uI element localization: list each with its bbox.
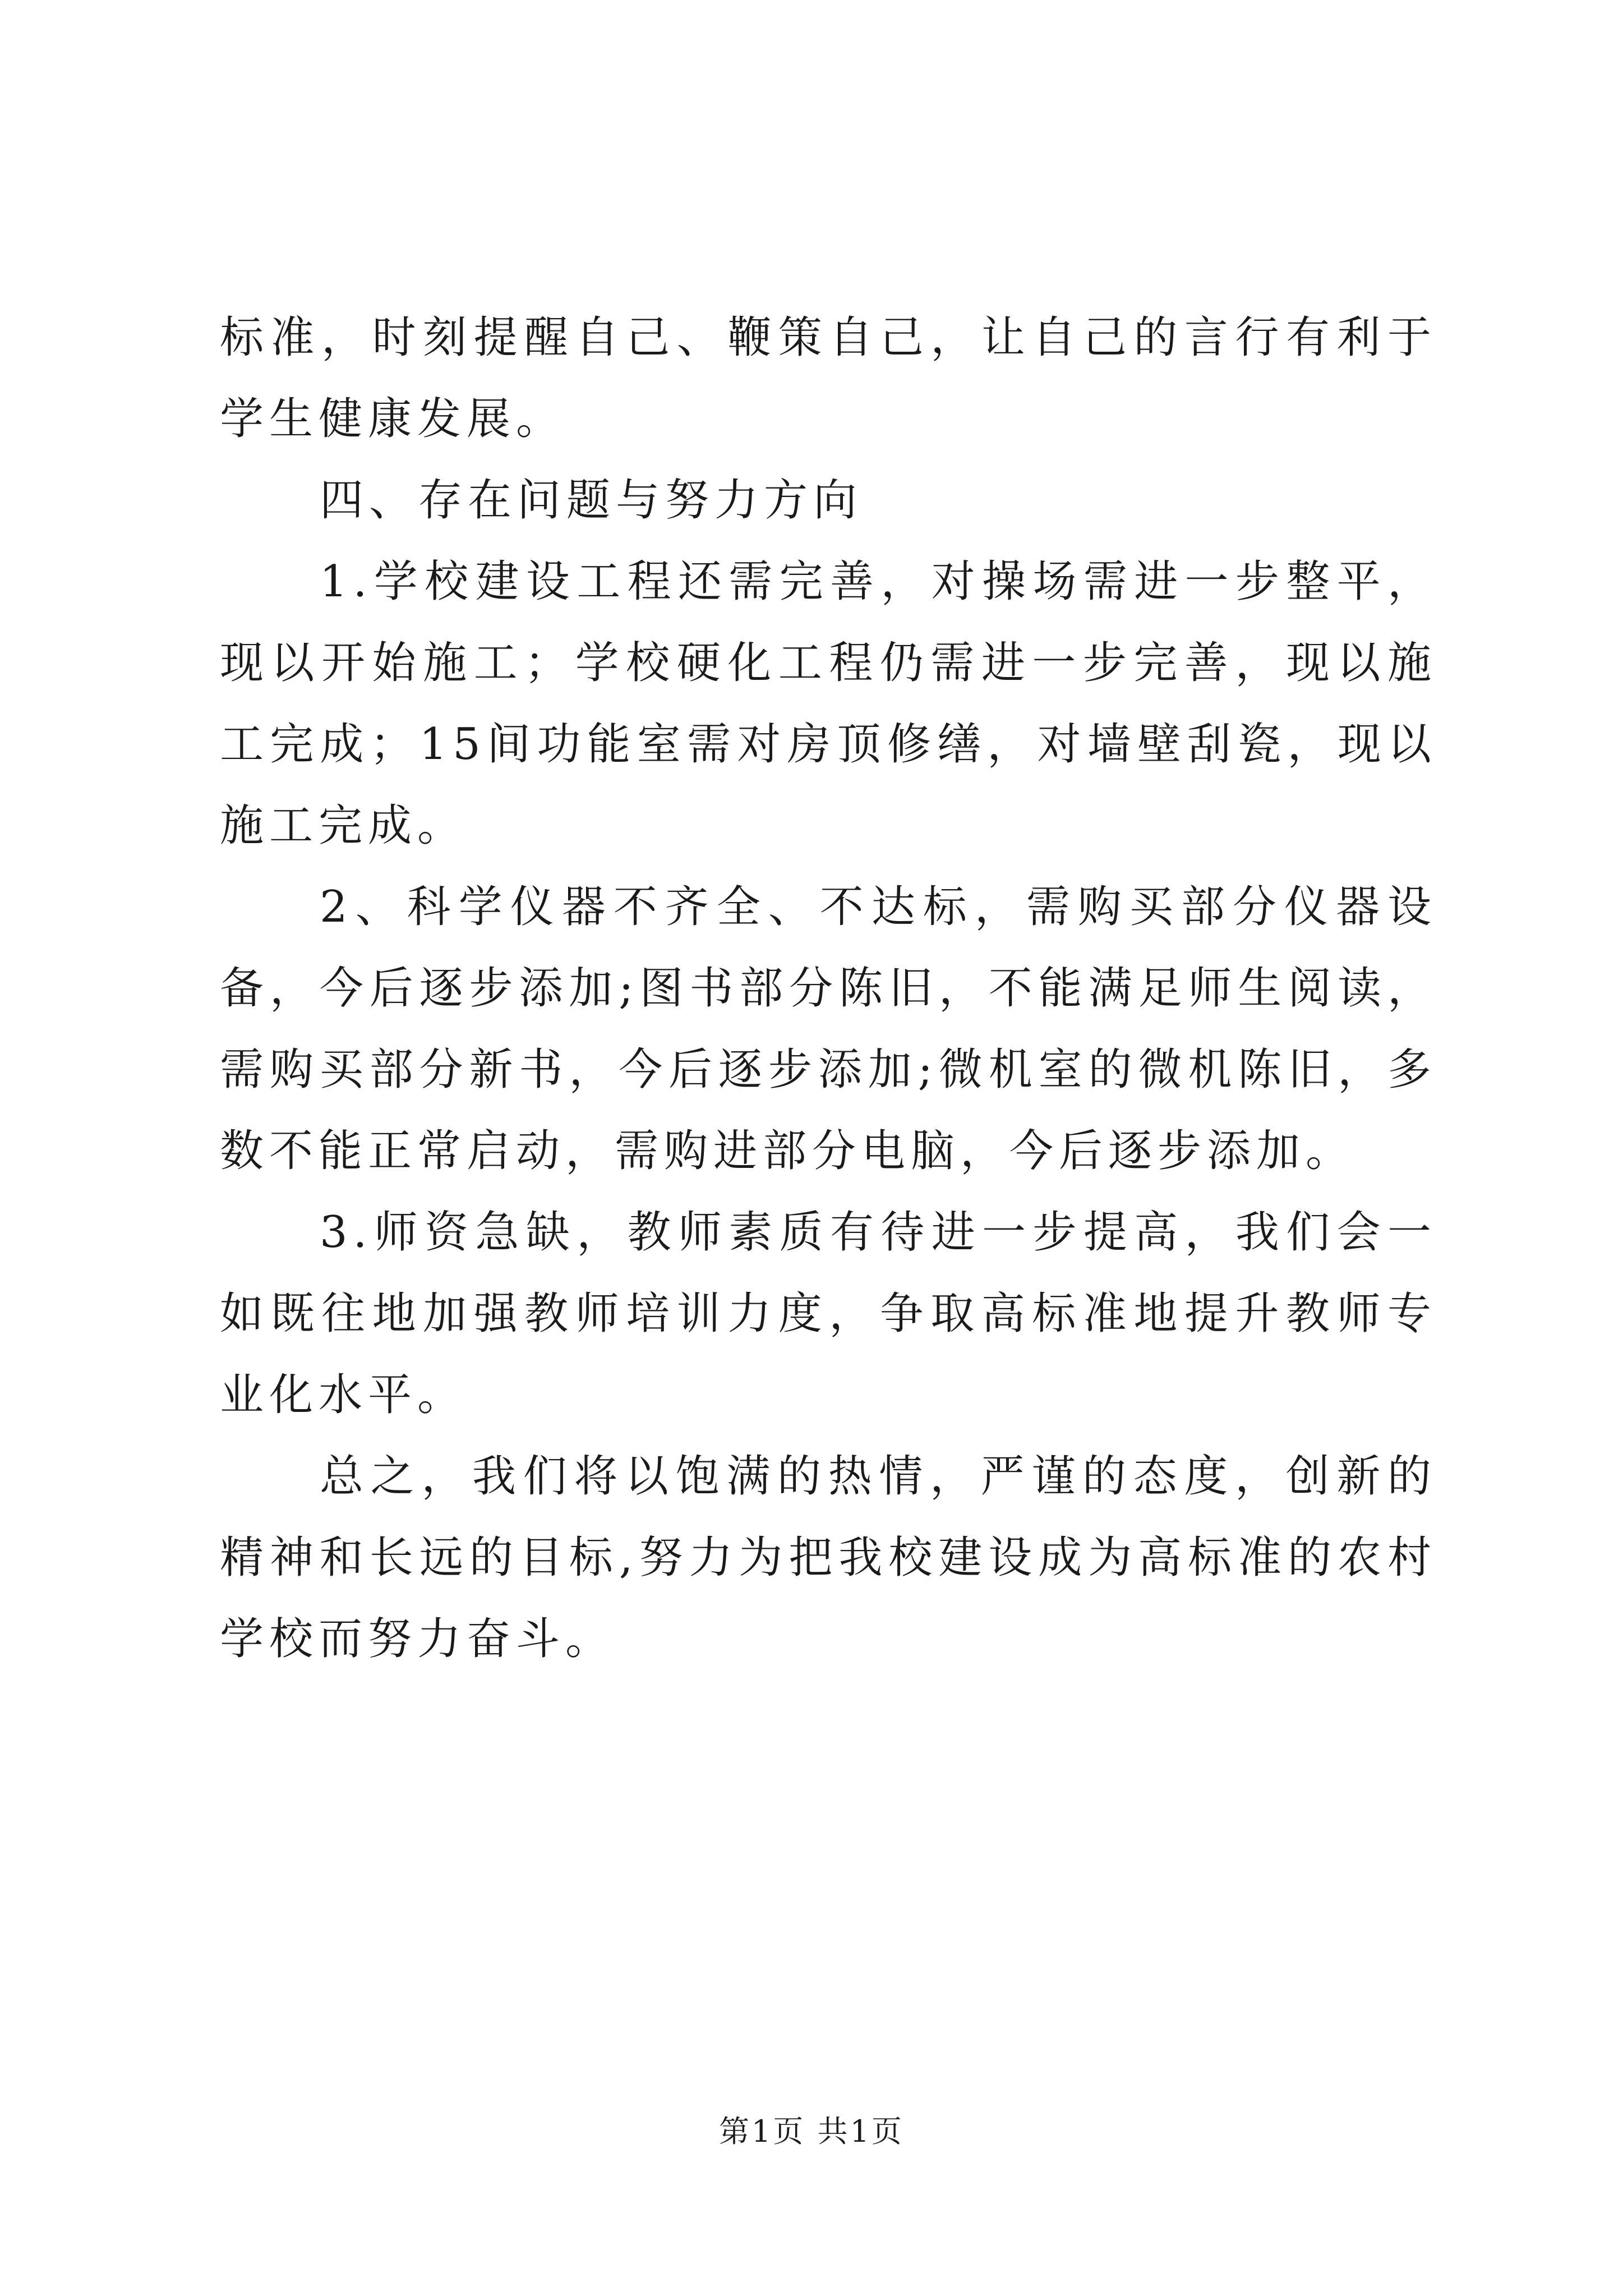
paragraph-continuation: 标准，时刻提醒自己、鞭策自己，让自己的言行有利于学生健康发展。 xyxy=(220,312,1437,444)
paragraph-item-1: 1.学校建设工程还需完善，对操场需进一步整平，现以开始施工；学校硬化工程仍需进一步完善，现以施工完成；15间功能室需对房顶修缮，对墙壁刮瓷，现以施工完成。 xyxy=(220,556,1437,851)
page-number-footer: 第1页 共1页 xyxy=(719,2114,904,2149)
section-heading: 四、存在问题与努力方向 xyxy=(320,475,863,526)
paragraph-item-2: 2、科学仪器不齐全、不达标，需购买部分仪器设备，今后逐步添加;图书部分陈旧，不能满足师生阅读，需购买部分新书，今后逐步添加;微机室的微机陈旧，多数不能正常启动，需购进部分电脑，今后逐步添加。 xyxy=(220,882,1437,1176)
document-body xyxy=(220,297,1437,1680)
paragraph-conclusion: 总之，我们将以饱满的热情，严谨的态度，创新的精神和长远的目标,努力为把我校建设成为高标准的农村学校而努力奋斗。 xyxy=(220,1451,1437,1664)
paragraph-item-3: 3.师资急缺，教师素质有待进一步提高，我们会一如既往地加强教师培训力度，争取高标准地提升教师专业化水平。 xyxy=(220,1207,1437,1420)
